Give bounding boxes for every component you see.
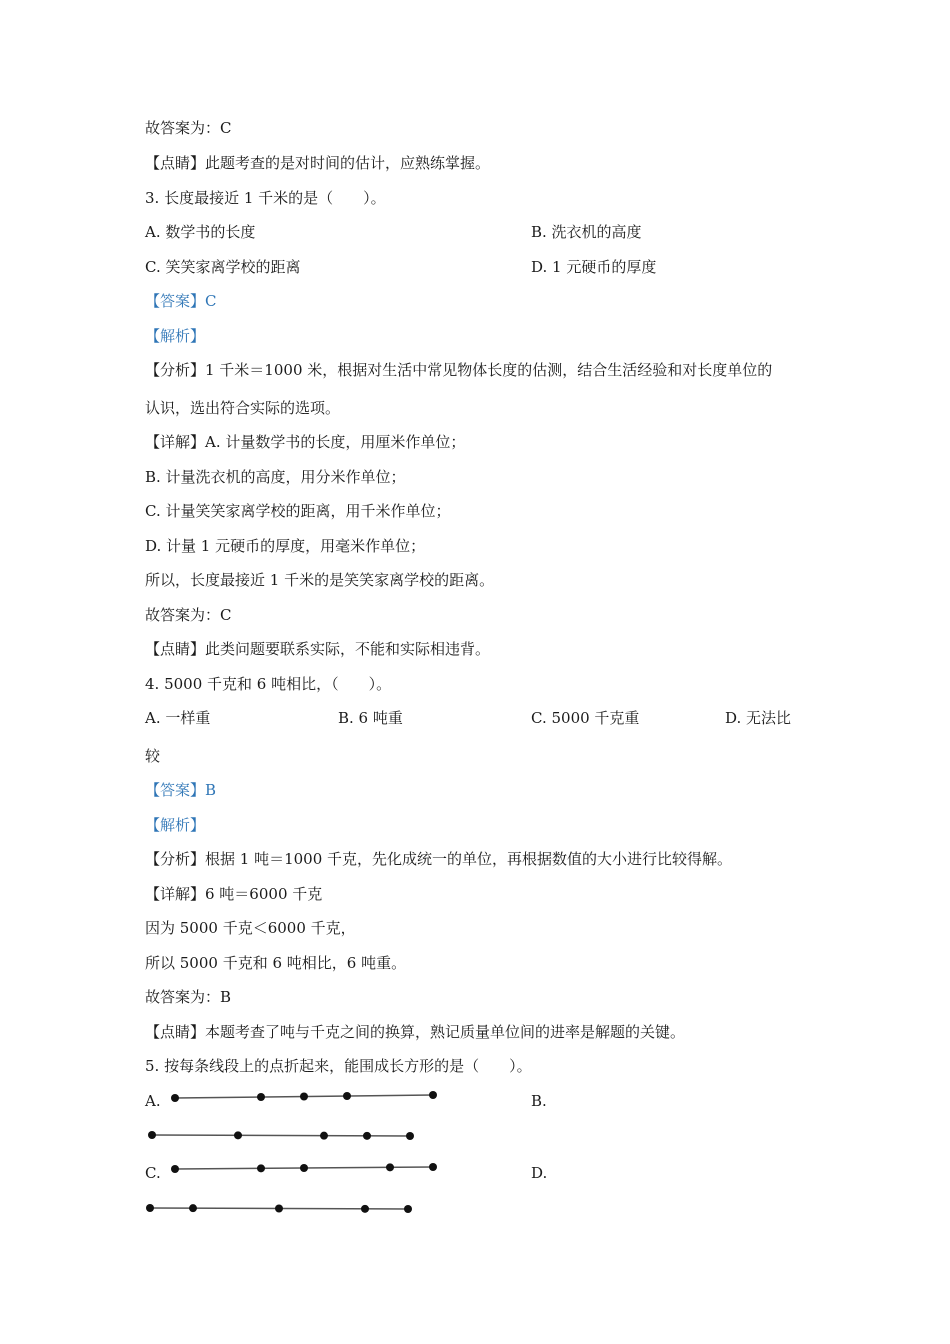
analysis-4: 【分析】根据 1 吨＝1000 千克，先化成统一的单位，再根据数值的大小进行比较得解。 [145,850,733,868]
question-4: 4. 5000 千克和 6 吨相比，（ ）。 [145,675,392,693]
segment-line [152,1135,410,1136]
answer-label-4: 【答案】B [145,781,217,799]
segment-dot [386,1163,394,1171]
segment-a [171,1091,437,1102]
segment-dot [148,1131,156,1139]
analysis-3-line1: 【分析】1 千米＝1000 米，根据对生活中常见物体长度的估测，结合生活经验和对长度单位的 [145,361,773,379]
option-5a: A. [145,1092,161,1110]
segment-dot [429,1091,437,1099]
option-3b: B. 洗衣机的高度 [531,223,642,241]
segment-dot [320,1132,328,1140]
option-4d-wrap: 较 [145,747,161,765]
segment-dot [343,1092,351,1100]
option-4c: C. 5000 千克重 [531,709,640,727]
option-5c: C. [145,1164,161,1182]
segment-dot [275,1205,283,1213]
segment-dot [363,1132,371,1140]
because-4: 因为 5000 千克＜6000 千克， [145,919,356,937]
segment-d [146,1204,412,1213]
answer-line-4: 故答案为：B [145,988,232,1006]
segment-dot [406,1132,414,1140]
analysis-label-4: 【解析】 [145,816,206,834]
segment-dot [257,1164,265,1172]
segment-dot [300,1164,308,1172]
comment-line-4: 【点睛】本题考查了吨与千克之间的换算，熟记质量单位间的进率是解题的关键。 [145,1023,686,1041]
segment-dot [257,1093,265,1101]
option-3c: C. 笑笑家离学校的距离 [145,258,301,276]
analysis-3-line2: 认识，选出符合实际的选项。 [145,399,341,417]
answer-line: 故答案为：C [145,119,232,137]
segment-dot [361,1205,369,1213]
segment-b [148,1131,414,1140]
comment-line: 【点睛】此题考查的是对时间的估计，应熟练掌握。 [145,154,491,172]
detail-3c: C. 计量笑笑家离学校的距离，用千米作单位； [145,502,451,520]
answer-line-3: 故答案为：C [145,606,232,624]
question-5: 5. 按每条线段上的点折起来，能围成长方形的是（ ）。 [145,1057,532,1075]
detail-3a: 【详解】A. 计量数学书的长度，用厘米作单位； [145,433,466,451]
option-3d: D. 1 元硬币的厚度 [531,258,657,276]
comment-line-3: 【点睛】此类问题要联系实际，不能和实际相违背。 [145,640,491,658]
analysis-label-3: 【解析】 [145,327,206,345]
segment-dot [404,1205,412,1213]
option-4d: D. 无法比 [725,709,792,727]
detail-3b: B. 计量洗衣机的高度，用分米作单位； [145,468,406,486]
option-5d: D. [531,1164,548,1182]
question-3: 3. 长度最接近 1 千米的是（ ）。 [145,189,386,207]
option-3a: A. 数学书的长度 [145,223,256,241]
conclusion-4: 所以 5000 千克和 6 吨相比，6 吨重。 [145,954,407,972]
segment-dot [189,1204,197,1212]
segment-dot [171,1094,179,1102]
detail-4: 【详解】6 吨＝6000 千克 [145,885,323,903]
option-5b: B. [531,1092,547,1110]
segment-dot [300,1093,308,1101]
segment-c [171,1163,437,1173]
option-4a: A. 一样重 [145,709,211,727]
detail-3d: D. 计量 1 元硬币的厚度，用毫米作单位； [145,537,426,555]
segment-dot [429,1163,437,1171]
conclusion-3: 所以，长度最接近 1 千米的是笑笑家离学校的距离。 [145,571,495,589]
segment-dot [146,1204,154,1212]
segment-dot [171,1165,179,1173]
option-4b: B. 6 吨重 [338,709,403,727]
answer-label-3: 【答案】C [145,292,217,310]
segment-dot [234,1131,242,1139]
